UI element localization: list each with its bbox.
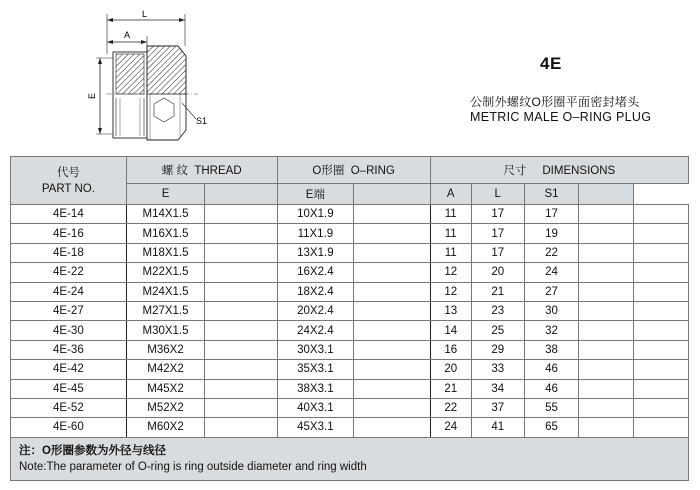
cell-a: 11	[430, 205, 471, 224]
cell-l: 21	[471, 282, 524, 301]
cell-a: 14	[430, 321, 471, 340]
cell-blank	[634, 379, 689, 398]
note-en: Note:The parameter of O-ring is ring outside diameter and ring width	[19, 460, 367, 473]
cell-s1: 19	[524, 224, 579, 243]
cell-blank	[205, 224, 277, 243]
cell-s1: 46	[524, 360, 579, 379]
table-note-row	[11, 437, 689, 480]
header-dims-en: DIMENSIONS	[542, 165, 616, 177]
cell-l: 20	[471, 263, 524, 282]
cell-blank	[579, 379, 634, 398]
cell-a: 20	[430, 360, 471, 379]
cell-blank	[579, 398, 634, 417]
cell-s1: 65	[524, 418, 579, 437]
cell-oring: 18X2.4	[277, 282, 353, 301]
subheader-l: L	[471, 184, 524, 205]
header-oring-cn: O形圈	[312, 165, 345, 177]
cell-a: 21	[430, 379, 471, 398]
cell-part-no: 4E-36	[11, 340, 127, 359]
specification-table	[10, 156, 689, 481]
cell-blank	[579, 282, 634, 301]
cell-blank	[205, 243, 277, 262]
cell-blank	[354, 398, 430, 417]
cell-thread: M60X2	[126, 418, 205, 437]
cell-blank	[579, 243, 634, 262]
cell-blank	[205, 340, 277, 359]
cell-oring: 11X1.9	[277, 224, 353, 243]
cell-thread: M18X1.5	[126, 243, 205, 262]
table-note	[11, 437, 689, 480]
table-row	[11, 263, 689, 282]
dimension-label-L: L	[142, 9, 148, 19]
cell-blank	[205, 205, 277, 224]
header-part-no-en: PART NO.	[41, 182, 95, 195]
cell-oring: 24X2.4	[277, 321, 353, 340]
cell-s1: 46	[524, 379, 579, 398]
cell-oring: 38X3.1	[277, 379, 353, 398]
header-part-no-cn: 代号	[56, 166, 80, 179]
cell-blank	[205, 321, 277, 340]
plug-technical-drawing	[80, 6, 230, 141]
cell-oring: 20X2.4	[277, 301, 353, 320]
cell-thread: M16X1.5	[126, 224, 205, 243]
dimension-label-A: A	[124, 30, 131, 40]
cell-thread: M42X2	[126, 360, 205, 379]
cell-blank	[579, 321, 634, 340]
cell-oring: 35X3.1	[277, 360, 353, 379]
cell-part-no: 4E-24	[11, 282, 127, 301]
header-dimensions	[430, 157, 688, 184]
cell-a: 13	[430, 301, 471, 320]
cell-oring: 40X3.1	[277, 398, 353, 417]
cell-a: 16	[430, 340, 471, 359]
table-row	[11, 224, 689, 243]
header-thread	[126, 157, 277, 184]
cell-s1: 27	[524, 282, 579, 301]
cell-part-no: 4E-18	[11, 243, 127, 262]
cell-l: 17	[471, 205, 524, 224]
cell-s1: 55	[524, 398, 579, 417]
cell-oring: 10X1.9	[277, 205, 353, 224]
subheader-blank-3	[579, 184, 634, 205]
subheader-e-end: E端	[277, 184, 353, 205]
table-row	[11, 398, 689, 417]
cell-thread: M52X2	[126, 398, 205, 417]
subheader-blank-2	[354, 184, 430, 205]
table-row	[11, 321, 689, 340]
cell-s1: 17	[524, 205, 579, 224]
cell-blank	[354, 340, 430, 359]
table-body	[11, 205, 689, 438]
cell-l: 25	[471, 321, 524, 340]
cell-thread: M22X1.5	[126, 263, 205, 282]
cell-a: 24	[430, 418, 471, 437]
cell-oring: 13X1.9	[277, 243, 353, 262]
cell-l: 33	[471, 360, 524, 379]
dimension-label-S1: S1	[196, 116, 208, 126]
cell-blank	[579, 340, 634, 359]
cell-blank	[354, 301, 430, 320]
cell-thread: M36X2	[126, 340, 205, 359]
table-row	[11, 379, 689, 398]
cell-oring: 45X3.1	[277, 418, 353, 437]
cell-part-no: 4E-14	[11, 205, 127, 224]
cell-blank	[579, 301, 634, 320]
cell-blank	[579, 360, 634, 379]
cell-blank	[634, 282, 689, 301]
subheader-blank-1	[205, 184, 277, 205]
cell-blank	[634, 340, 689, 359]
cell-blank	[634, 321, 689, 340]
table-row	[11, 301, 689, 320]
cell-part-no: 4E-60	[11, 418, 127, 437]
header-thread-cn: 螺 纹	[161, 165, 188, 177]
cell-l: 41	[471, 418, 524, 437]
subheader-a: A	[430, 184, 471, 205]
subheader-s1: S1	[524, 184, 579, 205]
cell-blank	[579, 205, 634, 224]
table-row	[11, 360, 689, 379]
cell-blank	[354, 282, 430, 301]
cell-part-no: 4E-16	[11, 224, 127, 243]
cell-s1: 30	[524, 301, 579, 320]
cell-a: 11	[430, 224, 471, 243]
header-oring-en: O–RING	[350, 165, 395, 177]
cell-blank	[579, 224, 634, 243]
table-header-row	[11, 157, 689, 184]
cell-part-no: 4E-22	[11, 263, 127, 282]
cell-thread: M30X1.5	[126, 321, 205, 340]
cell-l: 23	[471, 301, 524, 320]
cell-blank	[205, 379, 277, 398]
table-row	[11, 282, 689, 301]
cell-blank	[634, 398, 689, 417]
table-row	[11, 340, 689, 359]
cell-blank	[205, 360, 277, 379]
header-dims-cn: 尺寸	[503, 165, 527, 177]
cell-blank	[354, 205, 430, 224]
cell-blank	[634, 205, 689, 224]
cell-blank	[354, 418, 430, 437]
cell-blank	[354, 379, 430, 398]
cell-oring: 16X2.4	[277, 263, 353, 282]
cell-blank	[205, 263, 277, 282]
cell-l: 37	[471, 398, 524, 417]
cell-part-no: 4E-45	[11, 379, 127, 398]
cell-blank	[205, 301, 277, 320]
cell-part-no: 4E-27	[11, 301, 127, 320]
product-title-cn: 公制外螺纹O形圈平面密封堵头	[470, 95, 640, 109]
cell-blank	[634, 243, 689, 262]
cell-blank	[354, 321, 430, 340]
cell-l: 29	[471, 340, 524, 359]
cell-thread: M27X1.5	[126, 301, 205, 320]
cell-blank	[354, 243, 430, 262]
header-thread-en: THREAD	[194, 165, 242, 177]
cell-a: 12	[430, 282, 471, 301]
table-row	[11, 205, 689, 224]
cell-s1: 24	[524, 263, 579, 282]
cell-thread: M45X2	[126, 379, 205, 398]
header-part-no	[11, 157, 127, 205]
dimension-label-E: E	[87, 92, 97, 99]
cell-oring: 30X3.1	[277, 340, 353, 359]
table-row	[11, 243, 689, 262]
cell-thread: M24X1.5	[126, 282, 205, 301]
cell-a: 12	[430, 263, 471, 282]
cell-part-no: 4E-30	[11, 321, 127, 340]
cell-part-no: 4E-42	[11, 360, 127, 379]
cell-blank	[354, 263, 430, 282]
cell-blank	[205, 282, 277, 301]
cell-s1: 22	[524, 243, 579, 262]
header-oring	[277, 157, 430, 184]
cell-s1: 38	[524, 340, 579, 359]
cell-blank	[354, 224, 430, 243]
cell-a: 11	[430, 243, 471, 262]
cell-l: 17	[471, 243, 524, 262]
note-cn: 注：O形圈参数为外径与线径	[19, 444, 166, 457]
cell-part-no: 4E-52	[11, 398, 127, 417]
subheader-e: E	[126, 184, 205, 205]
table-row	[11, 418, 689, 437]
cell-blank	[354, 360, 430, 379]
cell-blank	[634, 263, 689, 282]
cell-a: 22	[430, 398, 471, 417]
cell-blank	[579, 263, 634, 282]
cell-blank	[205, 418, 277, 437]
cell-s1: 32	[524, 321, 579, 340]
product-code: 4E	[540, 54, 562, 73]
cell-blank	[634, 301, 689, 320]
cell-blank	[634, 418, 689, 437]
cell-blank	[634, 360, 689, 379]
cell-blank	[205, 398, 277, 417]
cell-l: 17	[471, 224, 524, 243]
cell-l: 34	[471, 379, 524, 398]
product-title-en: METRIC MALE O–RING PLUG	[470, 110, 652, 124]
cell-blank	[634, 224, 689, 243]
cell-blank	[579, 418, 634, 437]
cell-thread: M14X1.5	[126, 205, 205, 224]
